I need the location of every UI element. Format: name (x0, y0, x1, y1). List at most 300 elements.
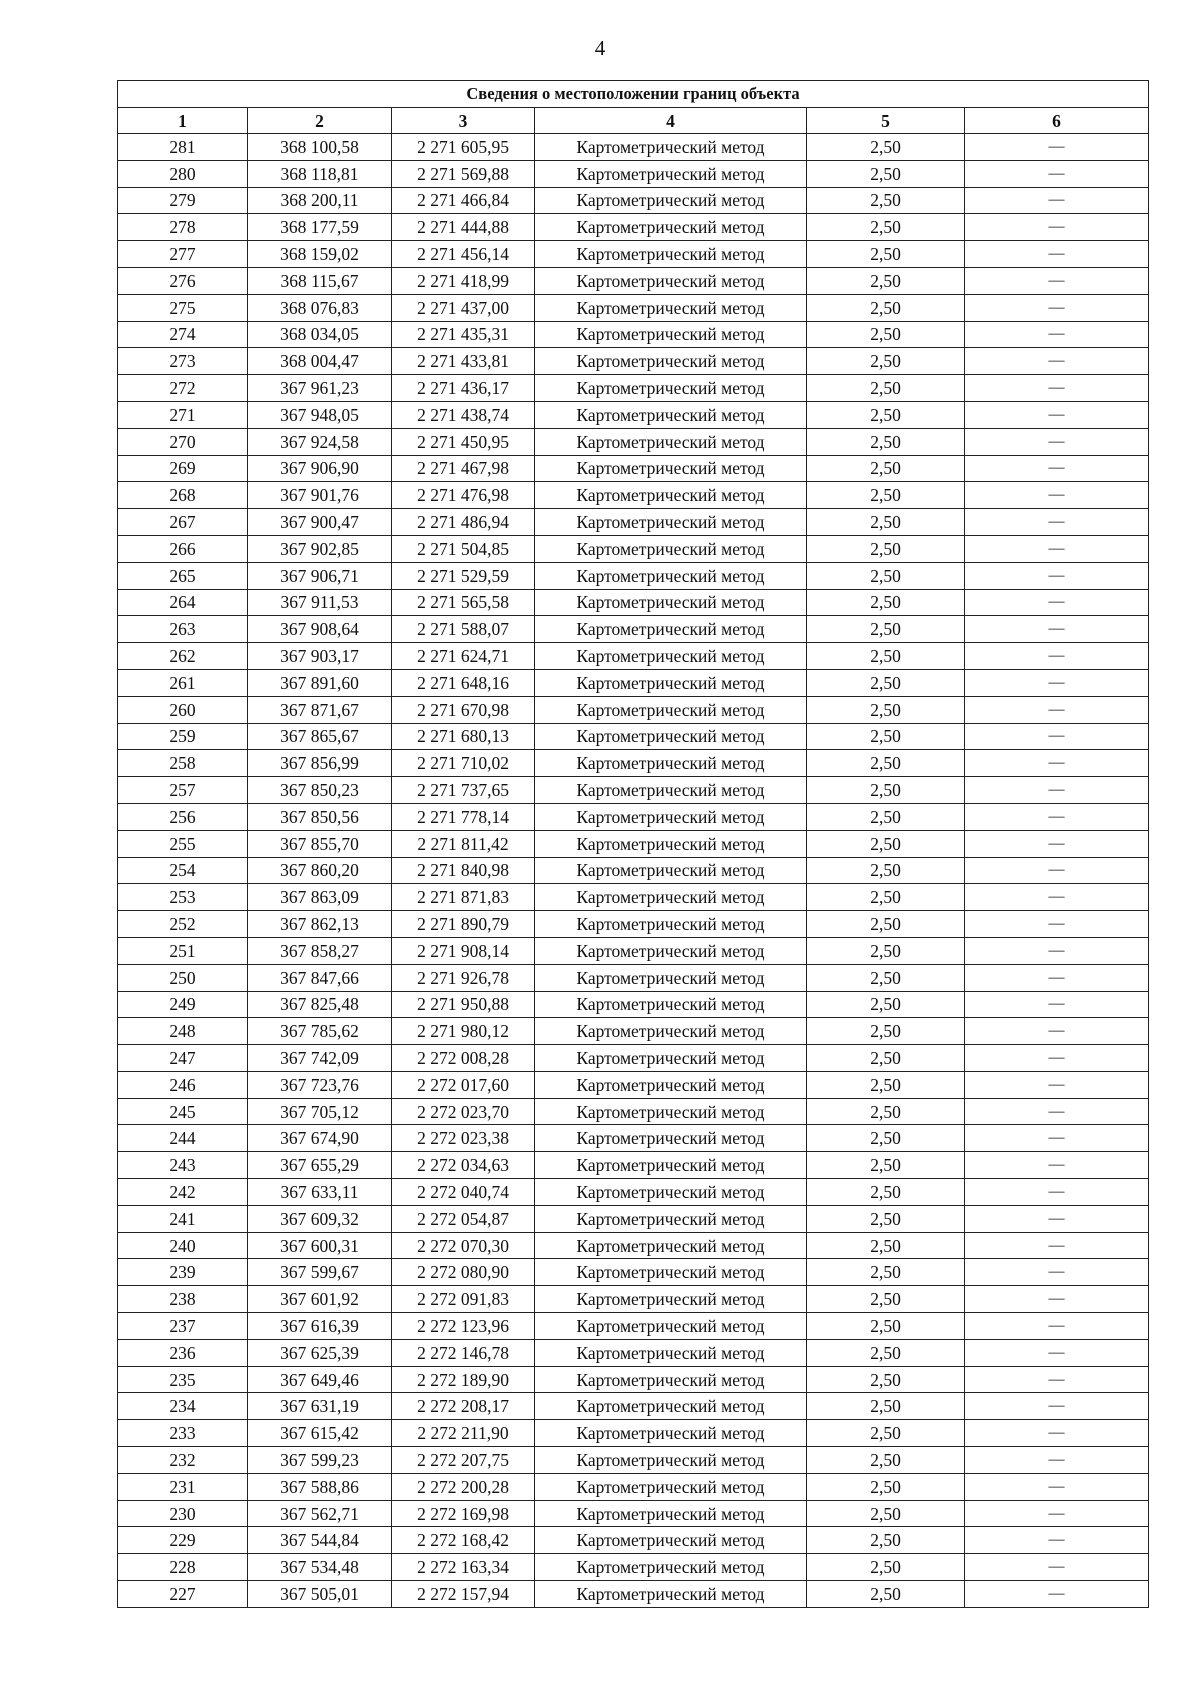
x-coordinate-cell: 367 911,53 (248, 589, 392, 616)
remark-cell: — (965, 884, 1149, 911)
accuracy-cell: 2,50 (807, 1393, 965, 1420)
x-coordinate-cell: 367 961,23 (248, 375, 392, 402)
table-body (118, 134, 1149, 1608)
table-row (118, 1393, 1149, 1420)
method-cell: Картометрический метод (535, 1447, 807, 1474)
y-coordinate-cell: 2 271 871,83 (392, 884, 535, 911)
accuracy-cell: 2,50 (807, 750, 965, 777)
table-row (118, 777, 1149, 804)
method-cell: Картометрический метод (535, 348, 807, 375)
x-coordinate-cell: 367 902,85 (248, 535, 392, 562)
method-cell: Картометрический метод (535, 1473, 807, 1500)
method-cell: Картометрический метод (535, 241, 807, 268)
method-cell: Картометрический метод (535, 1500, 807, 1527)
accuracy-cell: 2,50 (807, 428, 965, 455)
point-number-cell: 251 (118, 937, 248, 964)
accuracy-cell: 2,50 (807, 1152, 965, 1179)
table-row (118, 348, 1149, 375)
x-coordinate-cell: 367 871,67 (248, 696, 392, 723)
x-coordinate-cell: 367 850,23 (248, 777, 392, 804)
remark-cell: — (965, 187, 1149, 214)
accuracy-cell: 2,50 (807, 1205, 965, 1232)
accuracy-cell: 2,50 (807, 1125, 965, 1152)
y-coordinate-cell: 2 271 980,12 (392, 1018, 535, 1045)
point-number-cell: 235 (118, 1366, 248, 1393)
accuracy-cell: 2,50 (807, 241, 965, 268)
method-cell: Картометрический метод (535, 134, 807, 161)
accuracy-cell: 2,50 (807, 1581, 965, 1608)
y-coordinate-cell: 2 272 023,38 (392, 1125, 535, 1152)
x-coordinate-cell: 367 588,86 (248, 1473, 392, 1500)
method-cell: Картометрический метод (535, 375, 807, 402)
remark-cell: — (965, 696, 1149, 723)
method-cell: Картометрический метод (535, 669, 807, 696)
table-row (118, 589, 1149, 616)
table-row (118, 1366, 1149, 1393)
accuracy-cell: 2,50 (807, 1420, 965, 1447)
method-cell: Картометрический метод (535, 1125, 807, 1152)
accuracy-cell: 2,50 (807, 803, 965, 830)
method-cell: Картометрический метод (535, 803, 807, 830)
remark-cell: — (965, 1232, 1149, 1259)
y-coordinate-cell: 2 271 680,13 (392, 723, 535, 750)
y-coordinate-cell: 2 271 624,71 (392, 643, 535, 670)
method-cell: Картометрический метод (535, 750, 807, 777)
y-coordinate-cell: 2 271 438,74 (392, 401, 535, 428)
remark-cell: — (965, 428, 1149, 455)
table-row (118, 1527, 1149, 1554)
accuracy-cell: 2,50 (807, 1447, 965, 1474)
table-row (118, 991, 1149, 1018)
method-cell: Картометрический метод (535, 911, 807, 938)
remark-cell: — (965, 455, 1149, 482)
column-number: 1 (118, 108, 248, 134)
method-cell: Картометрический метод (535, 696, 807, 723)
point-number-cell: 250 (118, 964, 248, 991)
method-cell: Картометрический метод (535, 589, 807, 616)
accuracy-cell: 2,50 (807, 375, 965, 402)
y-coordinate-cell: 2 271 778,14 (392, 803, 535, 830)
method-cell: Картометрический метод (535, 1393, 807, 1420)
remark-cell: — (965, 803, 1149, 830)
y-coordinate-cell: 2 272 146,78 (392, 1339, 535, 1366)
table-row (118, 1286, 1149, 1313)
x-coordinate-cell: 367 631,19 (248, 1393, 392, 1420)
table-row (118, 1420, 1149, 1447)
method-cell: Картометрический метод (535, 214, 807, 241)
x-coordinate-cell: 367 856,99 (248, 750, 392, 777)
point-number-cell: 279 (118, 187, 248, 214)
x-coordinate-cell: 367 742,09 (248, 1045, 392, 1072)
x-coordinate-cell: 368 177,59 (248, 214, 392, 241)
accuracy-cell: 2,50 (807, 643, 965, 670)
point-number-cell: 244 (118, 1125, 248, 1152)
accuracy-cell: 2,50 (807, 535, 965, 562)
point-number-cell: 239 (118, 1259, 248, 1286)
method-cell: Картометрический метод (535, 1018, 807, 1045)
point-number-cell: 278 (118, 214, 248, 241)
table-row (118, 401, 1149, 428)
remark-cell: — (965, 1286, 1149, 1313)
y-coordinate-cell: 2 272 200,28 (392, 1473, 535, 1500)
y-coordinate-cell: 2 272 040,74 (392, 1179, 535, 1206)
x-coordinate-cell: 367 863,09 (248, 884, 392, 911)
method-cell: Картометрический метод (535, 1259, 807, 1286)
table-row (118, 134, 1149, 161)
table-row (118, 643, 1149, 670)
accuracy-cell: 2,50 (807, 723, 965, 750)
remark-cell: — (965, 1313, 1149, 1340)
x-coordinate-cell: 368 034,05 (248, 321, 392, 348)
y-coordinate-cell: 2 271 950,88 (392, 991, 535, 1018)
table-row (118, 1259, 1149, 1286)
method-cell: Картометрический метод (535, 777, 807, 804)
y-coordinate-cell: 2 271 737,65 (392, 777, 535, 804)
table-row (118, 1232, 1149, 1259)
remark-cell: — (965, 535, 1149, 562)
x-coordinate-cell: 367 858,27 (248, 937, 392, 964)
y-coordinate-cell: 2 271 588,07 (392, 616, 535, 643)
table-row (118, 857, 1149, 884)
point-number-cell: 246 (118, 1071, 248, 1098)
accuracy-cell: 2,50 (807, 1045, 965, 1072)
point-number-cell: 233 (118, 1420, 248, 1447)
x-coordinate-cell: 367 505,01 (248, 1581, 392, 1608)
point-number-cell: 262 (118, 643, 248, 670)
x-coordinate-cell: 367 601,92 (248, 1286, 392, 1313)
x-coordinate-cell: 367 903,17 (248, 643, 392, 670)
remark-cell: — (965, 991, 1149, 1018)
accuracy-cell: 2,50 (807, 911, 965, 938)
table-row (118, 937, 1149, 964)
y-coordinate-cell: 2 271 565,58 (392, 589, 535, 616)
remark-cell: — (965, 830, 1149, 857)
accuracy-cell: 2,50 (807, 937, 965, 964)
table-row (118, 1339, 1149, 1366)
x-coordinate-cell: 367 891,60 (248, 669, 392, 696)
x-coordinate-cell: 367 599,67 (248, 1259, 392, 1286)
remark-cell: — (965, 160, 1149, 187)
y-coordinate-cell: 2 272 034,63 (392, 1152, 535, 1179)
y-coordinate-cell: 2 271 811,42 (392, 830, 535, 857)
point-number-cell: 268 (118, 482, 248, 509)
accuracy-cell: 2,50 (807, 1554, 965, 1581)
method-cell: Картометрический метод (535, 616, 807, 643)
point-number-cell: 240 (118, 1232, 248, 1259)
method-cell: Картометрический метод (535, 964, 807, 991)
point-number-cell: 254 (118, 857, 248, 884)
method-cell: Картометрический метод (535, 267, 807, 294)
table-row (118, 616, 1149, 643)
accuracy-cell: 2,50 (807, 187, 965, 214)
x-coordinate-cell: 368 076,83 (248, 294, 392, 321)
accuracy-cell: 2,50 (807, 401, 965, 428)
table-row (118, 187, 1149, 214)
remark-cell: — (965, 1205, 1149, 1232)
point-number-cell: 255 (118, 830, 248, 857)
method-cell: Картометрический метод (535, 1420, 807, 1447)
table-row (118, 535, 1149, 562)
method-cell: Картометрический метод (535, 1554, 807, 1581)
remark-cell: — (965, 616, 1149, 643)
y-coordinate-cell: 2 271 418,99 (392, 267, 535, 294)
point-number-cell: 274 (118, 321, 248, 348)
table-row (118, 1045, 1149, 1072)
remark-cell: — (965, 857, 1149, 884)
y-coordinate-cell: 2 271 467,98 (392, 455, 535, 482)
remark-cell: — (965, 562, 1149, 589)
method-cell: Картометрический метод (535, 1071, 807, 1098)
point-number-cell: 247 (118, 1045, 248, 1072)
point-number-cell: 267 (118, 509, 248, 536)
method-cell: Картометрический метод (535, 1286, 807, 1313)
y-coordinate-cell: 2 271 436,17 (392, 375, 535, 402)
accuracy-cell: 2,50 (807, 884, 965, 911)
y-coordinate-cell: 2 271 648,16 (392, 669, 535, 696)
method-cell: Картометрический метод (535, 428, 807, 455)
accuracy-cell: 2,50 (807, 134, 965, 161)
y-coordinate-cell: 2 271 466,84 (392, 187, 535, 214)
page-number: 4 (594, 36, 606, 60)
x-coordinate-cell: 367 534,48 (248, 1554, 392, 1581)
y-coordinate-cell: 2 272 168,42 (392, 1527, 535, 1554)
column-number: 5 (807, 108, 965, 134)
table-row (118, 1098, 1149, 1125)
method-cell: Картометрический метод (535, 857, 807, 884)
y-coordinate-cell: 2 271 840,98 (392, 857, 535, 884)
remark-cell: — (965, 643, 1149, 670)
y-coordinate-cell: 2 272 189,90 (392, 1366, 535, 1393)
method-cell: Картометрический метод (535, 562, 807, 589)
y-coordinate-cell: 2 271 926,78 (392, 964, 535, 991)
table-row (118, 1125, 1149, 1152)
x-coordinate-cell: 367 847,66 (248, 964, 392, 991)
method-cell: Картометрический метод (535, 1098, 807, 1125)
y-coordinate-cell: 2 271 605,95 (392, 134, 535, 161)
y-coordinate-cell: 2 272 208,17 (392, 1393, 535, 1420)
x-coordinate-cell: 367 865,67 (248, 723, 392, 750)
accuracy-cell: 2,50 (807, 1527, 965, 1554)
accuracy-cell: 2,50 (807, 1259, 965, 1286)
point-number-cell: 237 (118, 1313, 248, 1340)
point-number-cell: 273 (118, 348, 248, 375)
point-number-cell: 265 (118, 562, 248, 589)
point-number-cell: 257 (118, 777, 248, 804)
remark-cell: — (965, 1366, 1149, 1393)
x-coordinate-cell: 367 906,90 (248, 455, 392, 482)
table-row (118, 1018, 1149, 1045)
accuracy-cell: 2,50 (807, 964, 965, 991)
remark-cell: — (965, 669, 1149, 696)
x-coordinate-cell: 367 633,11 (248, 1179, 392, 1206)
table-row (118, 750, 1149, 777)
remark-cell: — (965, 348, 1149, 375)
x-coordinate-cell: 368 200,11 (248, 187, 392, 214)
remark-cell: — (965, 1500, 1149, 1527)
method-cell: Картометрический метод (535, 160, 807, 187)
table-row (118, 1554, 1149, 1581)
point-number-cell: 236 (118, 1339, 248, 1366)
x-coordinate-cell: 367 825,48 (248, 991, 392, 1018)
point-number-cell: 276 (118, 267, 248, 294)
method-cell: Картометрический метод (535, 535, 807, 562)
point-number-cell: 243 (118, 1152, 248, 1179)
y-coordinate-cell: 2 271 670,98 (392, 696, 535, 723)
remark-cell: — (965, 1420, 1149, 1447)
accuracy-cell: 2,50 (807, 1098, 965, 1125)
method-cell: Картометрический метод (535, 1179, 807, 1206)
table-row (118, 1500, 1149, 1527)
table-row (118, 803, 1149, 830)
column-number: 6 (965, 108, 1149, 134)
x-coordinate-cell: 368 004,47 (248, 348, 392, 375)
point-number-cell: 272 (118, 375, 248, 402)
accuracy-cell: 2,50 (807, 348, 965, 375)
accuracy-cell: 2,50 (807, 991, 965, 1018)
method-cell: Картометрический метод (535, 723, 807, 750)
remark-cell: — (965, 1393, 1149, 1420)
remark-cell: — (965, 401, 1149, 428)
table-row (118, 1581, 1149, 1608)
y-coordinate-cell: 2 271 456,14 (392, 241, 535, 268)
remark-cell: — (965, 1581, 1149, 1608)
accuracy-cell: 2,50 (807, 509, 965, 536)
point-number-cell: 228 (118, 1554, 248, 1581)
remark-cell: — (965, 321, 1149, 348)
y-coordinate-cell: 2 272 017,60 (392, 1071, 535, 1098)
method-cell: Картометрический метод (535, 643, 807, 670)
accuracy-cell: 2,50 (807, 321, 965, 348)
method-cell: Картометрический метод (535, 401, 807, 428)
method-cell: Картометрический метод (535, 830, 807, 857)
accuracy-cell: 2,50 (807, 1232, 965, 1259)
remark-cell: — (965, 241, 1149, 268)
point-number-cell: 248 (118, 1018, 248, 1045)
x-coordinate-cell: 367 649,46 (248, 1366, 392, 1393)
method-cell: Картометрический метод (535, 1152, 807, 1179)
table-row (118, 294, 1149, 321)
accuracy-cell: 2,50 (807, 1071, 965, 1098)
method-cell: Картометрический метод (535, 1313, 807, 1340)
y-coordinate-cell: 2 272 070,30 (392, 1232, 535, 1259)
x-coordinate-cell: 367 924,58 (248, 428, 392, 455)
table-row (118, 1473, 1149, 1500)
x-coordinate-cell: 367 860,20 (248, 857, 392, 884)
table-row (118, 830, 1149, 857)
remark-cell: — (965, 294, 1149, 321)
y-coordinate-cell: 2 272 123,96 (392, 1313, 535, 1340)
accuracy-cell: 2,50 (807, 616, 965, 643)
x-coordinate-cell: 368 100,58 (248, 134, 392, 161)
accuracy-cell: 2,50 (807, 830, 965, 857)
x-coordinate-cell: 367 850,56 (248, 803, 392, 830)
y-coordinate-cell: 2 271 569,88 (392, 160, 535, 187)
point-number-cell: 275 (118, 294, 248, 321)
remark-cell: — (965, 777, 1149, 804)
y-coordinate-cell: 2 271 908,14 (392, 937, 535, 964)
remark-cell: — (965, 1447, 1149, 1474)
accuracy-cell: 2,50 (807, 1339, 965, 1366)
point-number-cell: 281 (118, 134, 248, 161)
x-coordinate-cell: 367 723,76 (248, 1071, 392, 1098)
remark-cell: — (965, 1071, 1149, 1098)
point-number-cell: 266 (118, 535, 248, 562)
method-cell: Картометрический метод (535, 1527, 807, 1554)
method-cell: Картометрический метод (535, 187, 807, 214)
point-number-cell: 258 (118, 750, 248, 777)
remark-cell: — (965, 1125, 1149, 1152)
x-coordinate-cell: 367 785,62 (248, 1018, 392, 1045)
table-row (118, 214, 1149, 241)
accuracy-cell: 2,50 (807, 589, 965, 616)
method-cell: Картометрический метод (535, 321, 807, 348)
table-row (118, 669, 1149, 696)
point-number-cell: 263 (118, 616, 248, 643)
table-title-row (118, 81, 1149, 108)
x-coordinate-cell: 368 159,02 (248, 241, 392, 268)
table-row (118, 562, 1149, 589)
remark-cell: — (965, 1259, 1149, 1286)
y-coordinate-cell: 2 271 710,02 (392, 750, 535, 777)
table-row (118, 509, 1149, 536)
boundary-coordinates-table (117, 80, 1149, 1608)
point-number-cell: 242 (118, 1179, 248, 1206)
y-coordinate-cell: 2 271 486,94 (392, 509, 535, 536)
accuracy-cell: 2,50 (807, 857, 965, 884)
remark-cell: — (965, 1339, 1149, 1366)
remark-cell: — (965, 937, 1149, 964)
point-number-cell: 227 (118, 1581, 248, 1608)
x-coordinate-cell: 367 562,71 (248, 1500, 392, 1527)
x-coordinate-cell: 367 544,84 (248, 1527, 392, 1554)
accuracy-cell: 2,50 (807, 1500, 965, 1527)
column-number: 3 (392, 108, 535, 134)
method-cell: Картометрический метод (535, 1366, 807, 1393)
accuracy-cell: 2,50 (807, 696, 965, 723)
table-row (118, 455, 1149, 482)
remark-cell: — (965, 589, 1149, 616)
table-row (118, 1179, 1149, 1206)
accuracy-cell: 2,50 (807, 1286, 965, 1313)
remark-cell: — (965, 1098, 1149, 1125)
x-coordinate-cell: 367 625,39 (248, 1339, 392, 1366)
method-cell: Картометрический метод (535, 991, 807, 1018)
remark-cell: — (965, 1527, 1149, 1554)
remark-cell: — (965, 375, 1149, 402)
table-row (118, 911, 1149, 938)
column-number: 2 (248, 108, 392, 134)
y-coordinate-cell: 2 271 437,00 (392, 294, 535, 321)
remark-cell: — (965, 911, 1149, 938)
method-cell: Картометрический метод (535, 482, 807, 509)
point-number-cell: 271 (118, 401, 248, 428)
point-number-cell: 277 (118, 241, 248, 268)
table-row (118, 964, 1149, 991)
y-coordinate-cell: 2 271 890,79 (392, 911, 535, 938)
table-row (118, 375, 1149, 402)
method-cell: Картометрический метод (535, 937, 807, 964)
y-coordinate-cell: 2 271 435,31 (392, 321, 535, 348)
x-coordinate-cell: 367 948,05 (248, 401, 392, 428)
y-coordinate-cell: 2 271 450,95 (392, 428, 535, 455)
x-coordinate-cell: 368 118,81 (248, 160, 392, 187)
remark-cell: — (965, 1473, 1149, 1500)
column-number: 4 (535, 108, 807, 134)
y-coordinate-cell: 2 271 504,85 (392, 535, 535, 562)
x-coordinate-cell: 367 655,29 (248, 1152, 392, 1179)
remark-cell: — (965, 1179, 1149, 1206)
point-number-cell: 234 (118, 1393, 248, 1420)
